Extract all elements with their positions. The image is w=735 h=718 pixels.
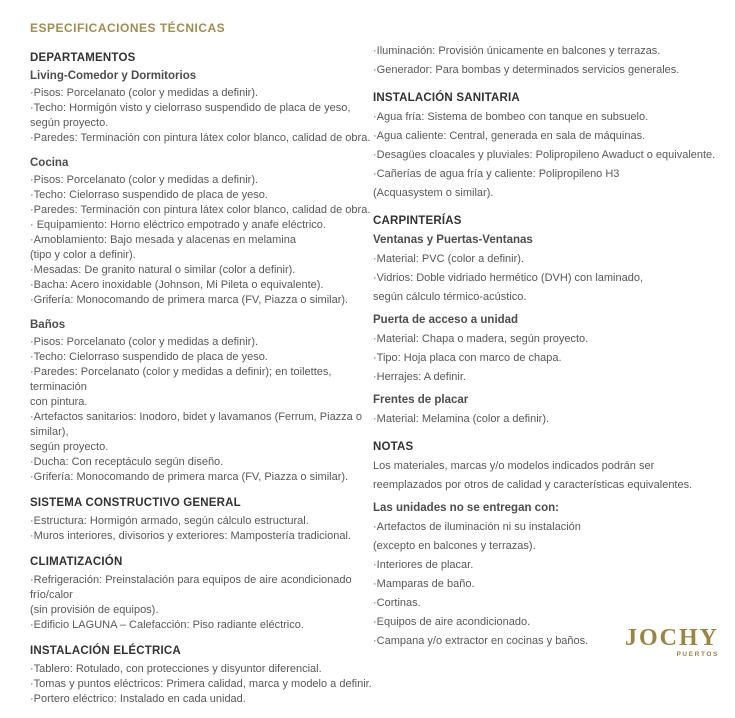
spec-line: ·Material: PVC (color a definir). — [373, 253, 524, 265]
group-subheading: Frentes de placar — [373, 394, 469, 406]
spec-section — [373, 89, 720, 203]
columns-container — [30, 45, 720, 718]
group-subheading: Puerta de acceso a unidad — [373, 314, 519, 326]
spec-line: (tipo y color a definir). — [30, 249, 136, 261]
group-subheading: Living-Comedor y Dormitorios — [30, 70, 197, 82]
section-heading: DEPARTAMENTOS — [30, 52, 136, 64]
spec-group — [30, 662, 373, 707]
spec-line: ·Interiores de placar. — [373, 559, 474, 571]
spec-line: ·Material: Melamina (color a definir). — [373, 413, 550, 425]
spec-section — [30, 496, 373, 544]
spec-line: ·Cañerías de agua fría y caliente: Polipropileno H3 — [373, 168, 620, 180]
brand-logo — [625, 626, 719, 658]
spec-line: ·Material: Chapa o madera, según proyecto. — [373, 333, 589, 345]
spec-line: (excepto en balcones y terrazas). — [373, 540, 536, 552]
spec-line: ·Bacha: Acero inoxidable (Johnson, Mi Pileta o equivalente). — [30, 279, 324, 291]
spec-section — [373, 42, 720, 80]
spec-line: ·Pisos: Porcelanato (color y medidas a definir). — [30, 336, 259, 348]
spec-line: ·Mesadas: De granito natural o similar (color a definir). — [30, 264, 296, 276]
spec-line: ·Pisos: Porcelanato (color y medidas a definir). — [30, 87, 259, 99]
spec-line: según cálculo térmico-acústico. — [373, 291, 527, 303]
spec-section — [30, 555, 373, 633]
spec-line: ·Paredes: Terminación con pintura látex color blanco, calidad de obra. — [30, 204, 371, 216]
spec-group — [30, 573, 373, 633]
spec-line: ·Artefactos de iluminación ni su instalación — [373, 521, 581, 533]
spec-line: ·Techo: Cielorraso suspendido de placa de yeso. — [30, 189, 268, 201]
spec-group — [373, 108, 720, 203]
spec-line: según proyecto. — [30, 441, 109, 453]
spec-line: Los materiales, marcas y/o modelos indicados podrán ser — [373, 460, 655, 472]
spec-line: (sin provisión de equipos). — [30, 604, 159, 616]
spec-line: ·Estructura: Hormigón armado, según cálculo estructural. — [30, 515, 309, 527]
spec-line: ·Equipos de aire acondicionado. — [373, 616, 531, 628]
section-heading: CLIMATIZACIÓN — [30, 556, 123, 568]
spec-section — [30, 644, 373, 707]
section-heading: CARPINTERÍAS — [373, 215, 462, 227]
spec-line: ·Desagües cloacales y pluviales: Polipropileno Awaduct o equivalente. — [373, 149, 716, 161]
spec-line: ·Mamparas de baño. — [373, 578, 475, 590]
spec-group — [373, 311, 720, 387]
section-heading: INSTALACIÓN ELÉCTRICA — [30, 645, 181, 657]
spec-group — [30, 156, 373, 308]
spec-line: ·Refrigeración: Preinstalación para equipos de aire acondicionado frío/calor — [30, 574, 352, 601]
spec-section — [373, 212, 720, 429]
spec-line: ·Grifería: Monocomando de primera marca (FV, Piazza o similar). — [30, 471, 349, 483]
spec-line: ·Edificio LAGUNA – Calefacción: Piso radiante eléctrico. — [30, 619, 304, 631]
spec-line: ·Paredes: Porcelanato (color y medidas a definir); en toilettes, terminación — [30, 366, 332, 393]
spec-line: ·Muros interiores, divisorios y exteriores: Mampostería tradicional. — [30, 530, 351, 542]
spec-line: · Equipamiento: Horno eléctrico empotrado y anafe eléctrico. — [30, 219, 326, 231]
spec-line: ·Ducha: Con receptáculo según diseño. — [30, 456, 224, 468]
group-subheading: Baños — [30, 319, 66, 331]
spec-section — [30, 51, 373, 485]
spec-line: ·Cortinas. — [373, 597, 421, 609]
spec-group — [373, 231, 720, 307]
logo-wordmark: JOCHY — [625, 625, 719, 651]
spec-line: ·Techo: Hormigón visto y cielorraso suspendido de placa de yeso, — [30, 102, 351, 114]
right-column — [373, 42, 720, 660]
spec-group — [373, 391, 720, 429]
spec-line: ·Amoblamiento: Bajo mesada y alacenas en melamina — [30, 234, 296, 246]
left-column — [30, 51, 373, 718]
spec-line: ·Artefactos sanitarios: Inodoro, bidet y lavamanos (Ferrum, Piazza o similar), — [30, 411, 362, 438]
spec-line: según proyecto. — [30, 117, 109, 129]
group-subheading: Ventanas y Puertas-Ventanas — [373, 234, 533, 246]
spec-line: ·Paredes: Terminación con pintura látex color blanco, calidad de obra. — [30, 132, 371, 144]
spec-group — [30, 69, 373, 146]
spec-line: reemplazados por otros de calidad y características equivalentes. — [373, 479, 693, 491]
spec-line: ·Herrajes: A definir. — [373, 371, 466, 383]
spec-section — [373, 438, 720, 651]
page-title: ESPECIFICACIONES TÉCNICAS — [30, 21, 226, 35]
spec-line: ·Pisos: Porcelanato (color y medidas a definir). — [30, 174, 259, 186]
spec-group — [373, 457, 720, 495]
section-heading: SISTEMA CONSTRUCTIVO GENERAL — [30, 497, 241, 509]
section-heading: INSTALACIÓN SANITARIA — [373, 92, 520, 104]
spec-line: ·Grifería: Monocomando de primera marca (FV, Piazza o similar). — [30, 294, 349, 306]
spec-line: ·Tipo: Hoja placa con marco de chapa. — [373, 352, 562, 364]
spec-line: ·Tomas y puntos eléctricos: Primera calidad, marca y modelo a definir. — [30, 678, 372, 690]
section-heading: NOTAS — [373, 441, 414, 453]
spec-line: ·Campana y/o extractor en cocinas y baños. — [373, 635, 589, 647]
group-subheading: Cocina — [30, 157, 69, 169]
spec-line: con pintura. — [30, 396, 88, 408]
spec-line: ·Generador: Para bombas y determinados servicios generales. — [373, 64, 680, 76]
spec-line: ·Portero eléctrico: Instalado en cada unidad. — [30, 693, 246, 705]
group-subheading: Las unidades no se entregan con: — [373, 502, 559, 514]
spec-line: ·Tablero: Rotulado, con protecciones y disyuntor diferencial. — [30, 663, 322, 675]
spec-line: (Acquasystem o similar). — [373, 187, 494, 199]
spec-line: ·Iluminación: Provisión únicamente en balcones y terrazas. — [373, 45, 661, 57]
spec-line: ·Agua fría: Sistema de bombeo con tanque en subsuelo. — [373, 111, 649, 123]
spec-line: ·Vidrios: Doble vidriado hermético (DVH) con laminado, — [373, 272, 644, 284]
spec-line: ·Techo: Cielorraso suspendido de placa de yeso. — [30, 351, 268, 363]
logo-subtext: PUERTOS — [676, 651, 719, 658]
spec-group — [30, 318, 373, 485]
spec-group — [30, 514, 373, 544]
spec-line: ·Agua caliente: Central, generada en sala de máquinas. — [373, 130, 646, 142]
spec-group — [373, 42, 720, 80]
